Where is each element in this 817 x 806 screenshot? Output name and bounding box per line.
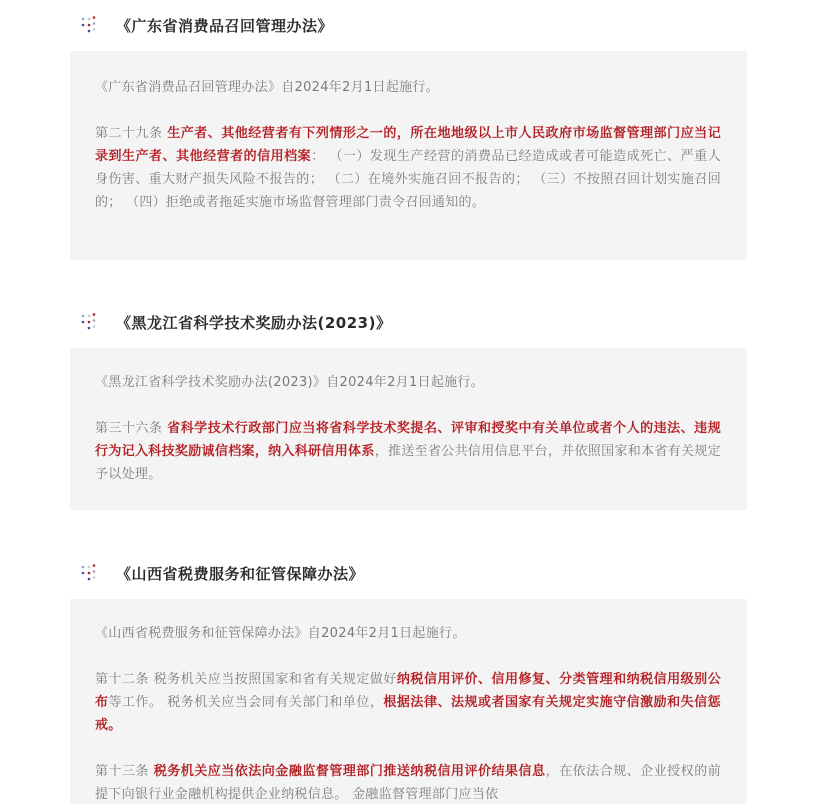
- article-number: 第十三条: [95, 764, 154, 779]
- article-text: [95, 122, 721, 214]
- section-header: [80, 561, 364, 585]
- section-title: 《黑龙江省科学技术奖励办法(2023)》: [116, 313, 392, 332]
- article-number: 第十二条 税务机关应当按照国家和省有关规定做好: [95, 672, 397, 687]
- article-rest: ，推送至省公共信用信息平台，并依照国家和本省有关规定予以处理。: [95, 444, 721, 482]
- section-title: 《广东省消费品召回管理办法》: [116, 16, 334, 35]
- dots-icon: [80, 564, 96, 582]
- article-emphasis: 纳税信用评价、信用修复、分类管理和纳税信用级别公布: [95, 672, 721, 710]
- article-text: [95, 668, 721, 737]
- article-middle: 等工作。 税务机关应当会同有关部门和单位，: [108, 695, 384, 710]
- content-box: [70, 51, 747, 260]
- content-box: [70, 348, 747, 510]
- article-emphasis: 根据法律、法规或者国家有关规定实施守信激励和失信惩戒。: [95, 695, 721, 733]
- content-box: [70, 599, 747, 804]
- effective-date-text: 《广东省消费品召回管理办法》自2024年2月1日起施行。: [95, 80, 440, 95]
- section-header: [80, 13, 333, 37]
- section-title: 《山西省税费服务和征管保障办法》: [116, 564, 365, 583]
- article-rest: ，在依法合规、企业授权的前提下向银行业金融机构提供企业纳税信息。 金融监督管理部门应当依: [95, 764, 722, 802]
- article-emphasis: 税务机关应当依法向金融监督管理部门推送纳税信用评价结果信息: [153, 764, 546, 779]
- article-text: [95, 760, 721, 806]
- article-number: 第三十六条: [95, 421, 168, 436]
- article-emphasis: 生产者、其他经营者有下列情形之一的，所在地地级以上市人民政府市场监督管理部门应当记录到生产者、其他经营者的信用档案: [95, 126, 721, 164]
- article-emphasis: 省科学技术行政部门应当将省科学技术奖提名、评审和授奖中有关单位或者个人的违法、违规行为记入科技奖励诚信档案，纳入科研信用体系: [95, 421, 721, 459]
- article-rest: ： （一）发现生产经营的消费品已经造成或者可能造成死亡、严重人身伤害、重大财产损失风险不报告的； （二）在境外实施召回不报告的； （三）不按照召回计划实施召回的； （四）拒绝或者拖延实施市场监督管理部门责令召回通知的。: [95, 149, 721, 210]
- section-header: [80, 310, 391, 334]
- dots-icon: [80, 313, 96, 331]
- effective-date-text: 《山西省税费服务和征管保障办法》自2024年2月1日起施行。: [95, 626, 466, 641]
- dots-icon: [80, 16, 96, 34]
- effective-date-text: 《黑龙江省科学技术奖励办法(2023)》自2024年2月1日起施行。: [95, 375, 485, 390]
- article-number: 第二十九条: [95, 126, 168, 141]
- article-text: [95, 417, 721, 486]
